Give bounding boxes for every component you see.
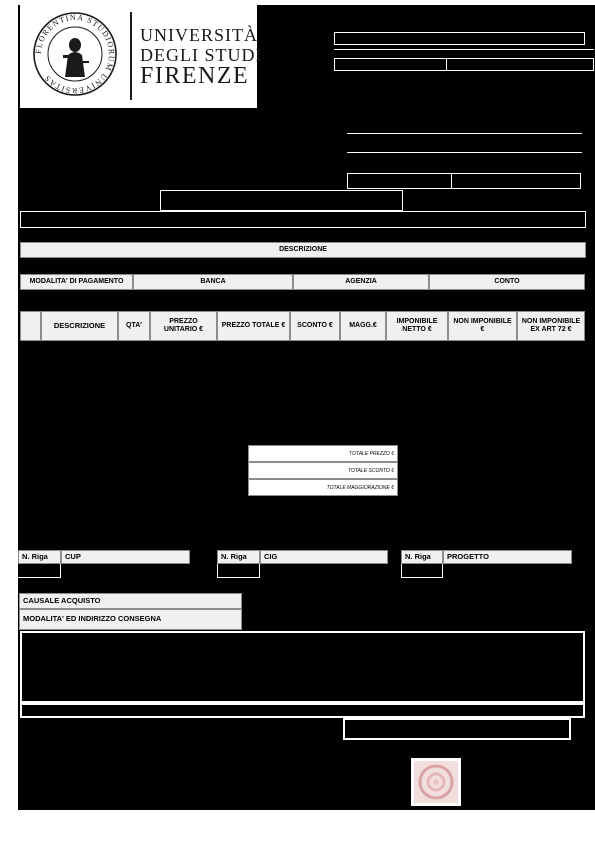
cig-row-cell[interactable] [217, 564, 260, 578]
total-discount-field: TOTALE SCONTO € [248, 462, 398, 479]
progetto-label: PROGETTO [443, 550, 572, 564]
cup-row-label: N. Riga [18, 550, 61, 564]
notes-field[interactable] [20, 703, 585, 718]
reference-field[interactable] [160, 190, 403, 211]
total-surcharge-field: TOTALE MAGGIORAZIONE € [248, 479, 398, 496]
items-col-prezzo-unitario: PREZZO UNITARIO € [150, 311, 217, 341]
cup-row-cell[interactable] [18, 564, 61, 578]
items-col-magg: MAGG.€ [340, 311, 386, 341]
items-col-non-imponibile: NON IMPONIBILE € [448, 311, 517, 341]
signature-field[interactable] [343, 718, 571, 740]
items-col-imponibile-netto: IMPONIBILE NETTO € [386, 311, 448, 341]
items-col-sconto: SCONTO € [290, 311, 340, 341]
logo-divider [130, 12, 132, 100]
branch-label: AGENZIA [293, 274, 429, 290]
recipient-line-1 [347, 133, 582, 134]
delivery-details-field[interactable] [20, 631, 585, 703]
progetto-row-cell[interactable] [401, 564, 443, 578]
subject-field[interactable] [20, 211, 586, 228]
recipient-line-2 [347, 152, 582, 153]
header-field-2b[interactable] [446, 58, 594, 71]
consegna-label: MODALITA' ED INDIRIZZO CONSEGNA [19, 609, 242, 630]
logo-line-2: DEGLI STUDI [140, 45, 263, 65]
recipient-field-b[interactable] [451, 173, 581, 189]
cig-label: CIG [260, 550, 388, 564]
university-seal-icon [32, 11, 118, 97]
descrizione-bar: DESCRIZIONE [20, 242, 586, 258]
header-field-2a[interactable] [334, 58, 447, 71]
account-label: CONTO [429, 274, 585, 290]
causale-label: CAUSALE ACQUISTO [19, 593, 242, 609]
items-col-non-imponibile-ex-art72: NON IMPONIBILE EX ART 72 € [517, 311, 585, 341]
svg-text:FLORENTINA STUDIORUM UNIVERSIT: FLORENTINA STUDIORUM UNIVERSITAS [33, 12, 117, 96]
total-price-field: TOTALE PREZZO € [248, 445, 398, 462]
stamp-icon [411, 758, 461, 806]
cup-label: CUP [61, 550, 190, 564]
payment-method-label: MODALITA' DI PAGAMENTO [20, 274, 133, 290]
cig-row-label: N. Riga [217, 550, 260, 564]
items-col-qta: QTA' [118, 311, 150, 341]
university-logo [20, 5, 263, 108]
items-col-prezzo-totale: PREZZO TOTALE € [217, 311, 290, 341]
header-line-1 [334, 49, 594, 50]
recipient-field-a[interactable] [347, 173, 452, 189]
logo-line-1: UNIVERSITÀ [140, 25, 258, 45]
items-col-index [20, 311, 41, 341]
bank-label: BANCA [133, 274, 293, 290]
items-col-descrizione: DESCRIZIONE [41, 311, 118, 341]
logo-line-3: FIRENZE [140, 63, 250, 89]
header-field-1[interactable] [334, 32, 585, 45]
progetto-row-label: N. Riga [401, 550, 443, 564]
